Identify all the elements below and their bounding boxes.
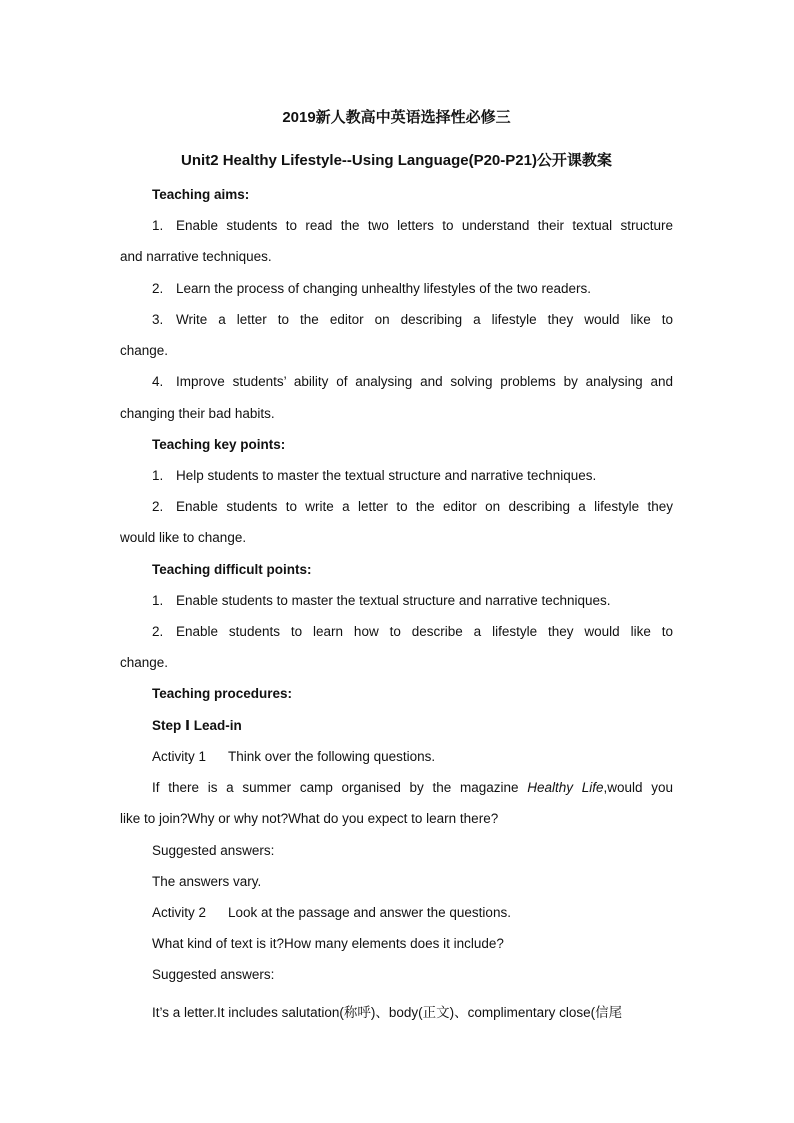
key-point-2-cont: would like to change. xyxy=(120,530,247,545)
step-1-heading: Step Ⅰ Lead-in xyxy=(152,718,242,733)
key-point-1: 1. Help students to master the textual structure and narrative techniques. xyxy=(152,468,597,483)
aim-item-3-cont: change. xyxy=(120,343,169,358)
aim-item-1-cont: and narrative techniques. xyxy=(120,249,272,264)
answer-2: It’s a letter.It includes salutation(称呼)、body(正文)、complimentary close(信尾 xyxy=(152,1005,623,1020)
aim-item-2: 2. Learn the process of changing unhealthy lifestyles of the two readers. xyxy=(152,281,591,296)
suggested-answers-2: Suggested answers: xyxy=(152,967,275,982)
difficult-point-2-cont: change. xyxy=(120,655,169,670)
activity-2: Activity 2 Look at the passage and answer the questions. xyxy=(152,905,511,920)
question-1: If there is a summer camp organised by the magazine Healthy Life,would you xyxy=(152,780,673,795)
aim-item-4-cont: changing their bad habits. xyxy=(120,406,275,421)
suggested-answers-1: Suggested answers: xyxy=(152,843,275,858)
aim-item-3: 3. Write a letter to the editor on describing a lifestyle they would like to xyxy=(152,312,673,327)
key-point-2: 2. Enable students to write a letter to the editor on describing a lifestyle they xyxy=(152,499,673,514)
document-title: 2019新人教高中英语选择性必修三 xyxy=(282,109,511,126)
question-2: What kind of text is it?How many elements does it include? xyxy=(152,936,504,951)
activity-1: Activity 1 Think over the following questions. xyxy=(152,749,436,764)
difficult-point-1: 1. Enable students to master the textual structure and narrative techniques. xyxy=(152,593,611,608)
key-points-heading: Teaching key points: xyxy=(152,437,286,452)
document-subtitle: Unit2 Healthy Lifestyle--Using Language(P20-P21)公开课教案 xyxy=(181,152,612,169)
aims-heading: Teaching aims: xyxy=(152,187,250,202)
procedures-heading: Teaching procedures: xyxy=(152,686,293,701)
answer-1: The answers vary. xyxy=(152,874,262,889)
difficult-point-2: 2. Enable students to learn how to describe a lifestyle they would like to xyxy=(152,624,673,639)
aim-item-1: 1. Enable students to read the two letters to understand their textual structure xyxy=(152,218,673,233)
question-1-cont: like to join?Why or why not?What do you expect to learn there? xyxy=(120,811,499,826)
aim-item-4: 4. Improve students’ ability of analysing and solving problems by analysing and xyxy=(152,374,673,389)
difficult-points-heading: Teaching difficult points: xyxy=(152,562,312,577)
